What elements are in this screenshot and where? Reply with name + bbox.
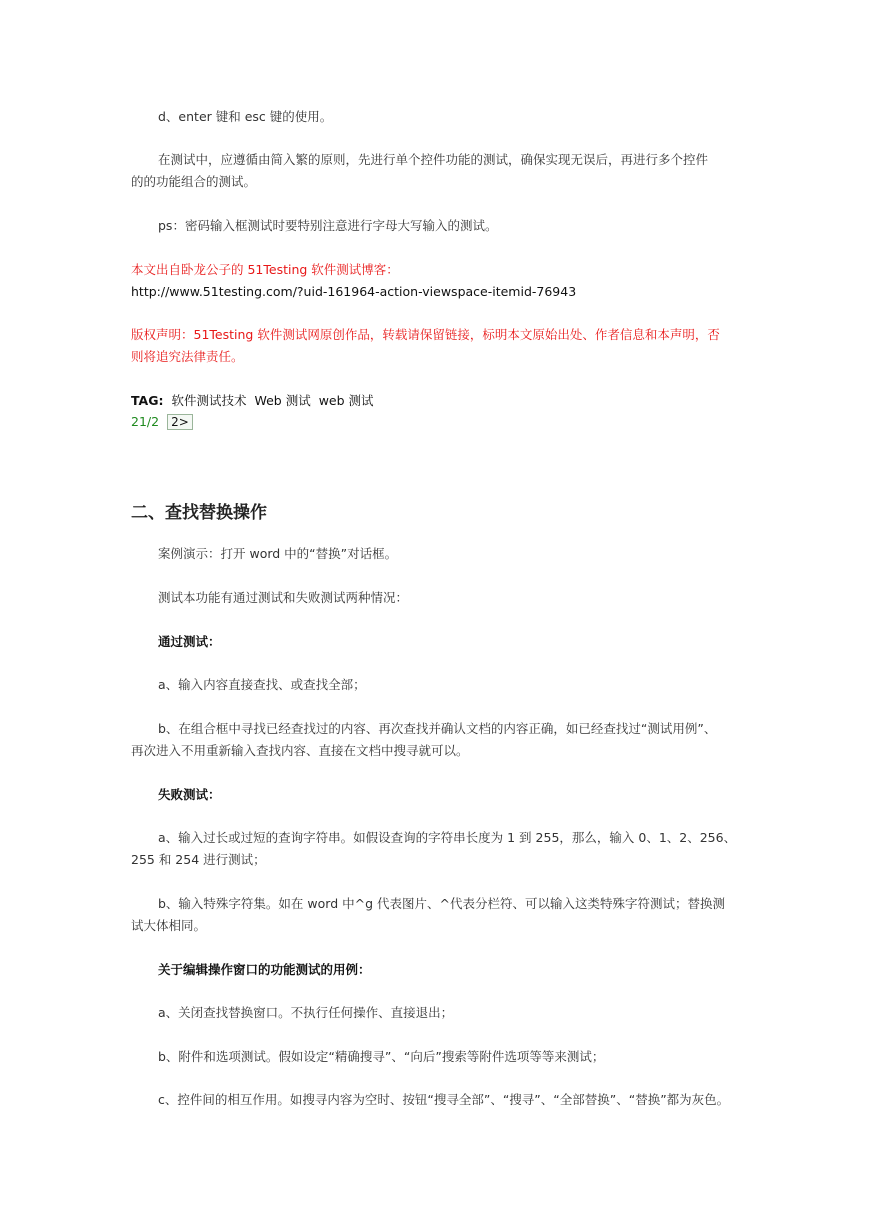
tag-label: TAG: [131, 393, 164, 408]
edit-window-title: 关于编辑操作窗口的功能测试的用例： [158, 962, 371, 977]
source-blog-line: 本文出自卧龙公子的 51Testing 软件测试博客： [131, 262, 399, 277]
ps-note: ps：密码输入框测试时要特别注意进行字母大写输入的测试。 [158, 218, 498, 233]
section-heading: 二、查找替换操作 [131, 503, 267, 523]
item-d-enter-esc: d、enter 键和 esc 键的使用。 [158, 109, 333, 124]
copyright-line-1: 版权声明：51Testing 软件测试网原创作品，转载请保留链接，标明本文原始出处、作者信息和本声明，否 [131, 327, 720, 342]
demo-line: 案例演示：打开 word 中的“替换”对话框。 [158, 546, 398, 561]
pass-test-title: 通过测试： [158, 634, 221, 649]
tag-link[interactable]: 软件测试技术 [171, 393, 247, 408]
intro-line: 测试本功能有通过测试和失败测试两种情况： [158, 590, 409, 605]
fail-item-b-line-1: b、输入特殊字符集。如在 word 中^g 代表图片、^代表分栏符、可以输入这类特殊字符测试；替换测 [158, 896, 725, 911]
fail-item-b-line-2: 试大体相同。 [131, 918, 207, 933]
fail-item-a-line-2: 255 和 254 进行测试； [131, 852, 266, 867]
tag-link[interactable]: web 测试 [318, 393, 374, 408]
edit-item-c: c、控件间的相互作用。如搜寻内容为空时、按钮“搜寻全部”、“搜寻”、“全部替换”、“替换”都为灰色。 [158, 1092, 730, 1107]
principle-paragraph-line-1: 在测试中，应遵循由简入繁的原则，先进行单个控件功能的测试，确保实现无误后，再进行多个控件 [158, 152, 709, 167]
tag-link[interactable]: Web 测试 [254, 393, 311, 408]
pass-item-a: a、输入内容直接查找、或查找全部； [158, 677, 366, 692]
edit-item-a: a、关闭查找替换窗口。不执行任何操作、直接退出； [158, 1005, 454, 1020]
fail-item-a-line-1: a、输入过长或过短的查询字符串。如假设查询的字符串长度为 1 到 255，那么，输入 0、1、2、256、 [158, 830, 737, 845]
pass-item-b-line-2: 再次进入不用重新输入查找内容、直接在文档中搜寻就可以。 [131, 743, 469, 758]
pass-item-b-line-1: b、在组合框中寻找已经查找过的内容、再次查找并确认文档的内容正确，如已经查找过“测试用例”、 [158, 721, 717, 736]
tag-row [131, 393, 374, 409]
edit-item-b: b、附件和选项测试。假如设定“精确搜寻”、“向后”搜索等附件选项等等来测试； [158, 1049, 605, 1064]
pagination [131, 414, 193, 430]
principle-paragraph-line-2: 的的功能组合的测试。 [131, 174, 257, 189]
pagination-next-button[interactable]: 2> [167, 414, 193, 430]
fail-test-title: 失败测试： [158, 787, 221, 802]
copyright-line-2: 则将追究法律责任。 [131, 349, 244, 364]
pagination-current: 21/2 [131, 414, 160, 429]
source-url-link[interactable]: http://www.51testing.com/?uid-161964-action-viewspace-itemid-76943 [131, 284, 577, 299]
